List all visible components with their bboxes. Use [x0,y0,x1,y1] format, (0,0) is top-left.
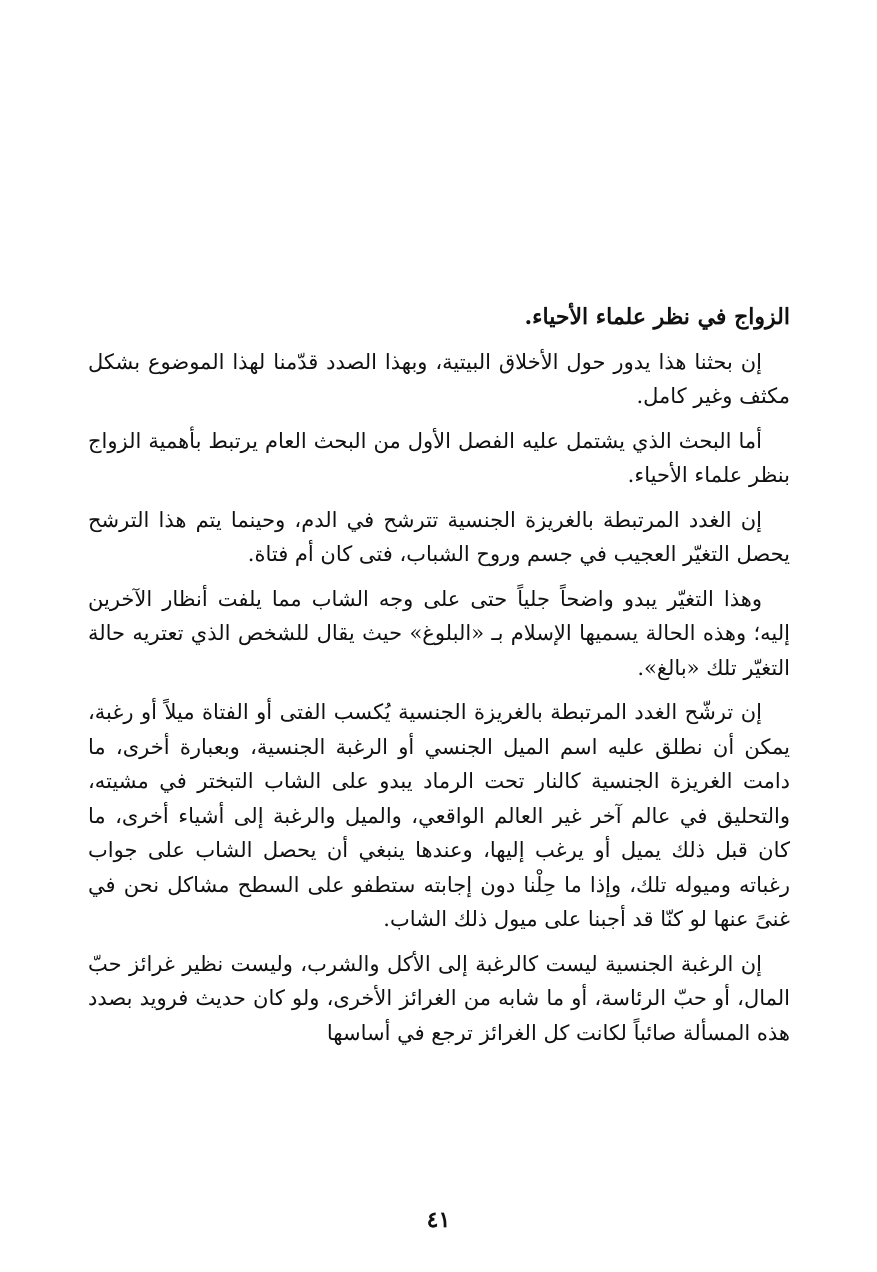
paragraph-5: إن ترشّح الغدد المرتبطة بالغريزة الجنسية يُكسب الفتى أو الفتاة ميلاً أو رغبة، يمكن أن نطلق عليه اسم الميل الجنسي أو الرغبة الجنسية، وبعبارة أخرى، ما دامت الغريزة الجنسية كالنار تحت الرماد يبدو على الشاب التبختر في مشيته، والتحليق في عالم آخر غير العالم الواقعي، والميل والرغبة إلى أشياء أخرى، ما كان قبل ذلك يميل أو يرغب إليها، وعندها ينبغي أن يحصل الشاب على جواب رغباته وميوله تلك، وإذا ما حِلْنا دون إجابته ستطفو على السطح مشاكل نحن في غنىً عنها لو كنّا قد أجبنا على ميول ذلك الشاب. [88,700,790,931]
paragraph-1: إن بحثنا هذا يدور حول الأخلاق البيتية، وبهذا الصدد قدّمنا لهذا الموضوع بشكل مكثف وغير كامل. [88,349,790,408]
paragraph-4: وهذا التغيّر يبدو واضحاً جلياً حتى على وجه الشاب مما يلفت أنظار الآخرين إليه؛ وهذه الحالة يسميها الإسلام بـ «البلوغ» حيث يقال للشخص الذي تعتريه حالة التغيّر تلك «بالغ». [88,586,790,680]
paragraph-3: إن الغدد المرتبطة بالغريزة الجنسية تترشح في الدم، وحينما يتم هذا الترشح يحصل التغيّر العجيب في جسم وروح الشباب، فتى كان أم فتاة. [88,507,790,566]
paragraph-2: أما البحث الذي يشتمل عليه الفصل الأول من البحث العام يرتبط بأهمية الزواج بنظر علماء الأحياء. [88,428,790,487]
paragraph-6: إن الرغبة الجنسية ليست كالرغبة إلى الأكل والشرب، وليست نظير غرائز حبّ المال، أو حبّ الرئاسة، أو ما شابه من الغرائز الأخرى، ولو كان حديث فرويد بصدد هذه المسألة صائباً لكانت كل الغرائز ترجع في أساسها [88,951,790,1045]
page-body [88,300,790,1050]
page-number: ٤١ [426,1207,451,1233]
section-heading: الزواج في نظر علماء الأحياء. [524,304,790,330]
